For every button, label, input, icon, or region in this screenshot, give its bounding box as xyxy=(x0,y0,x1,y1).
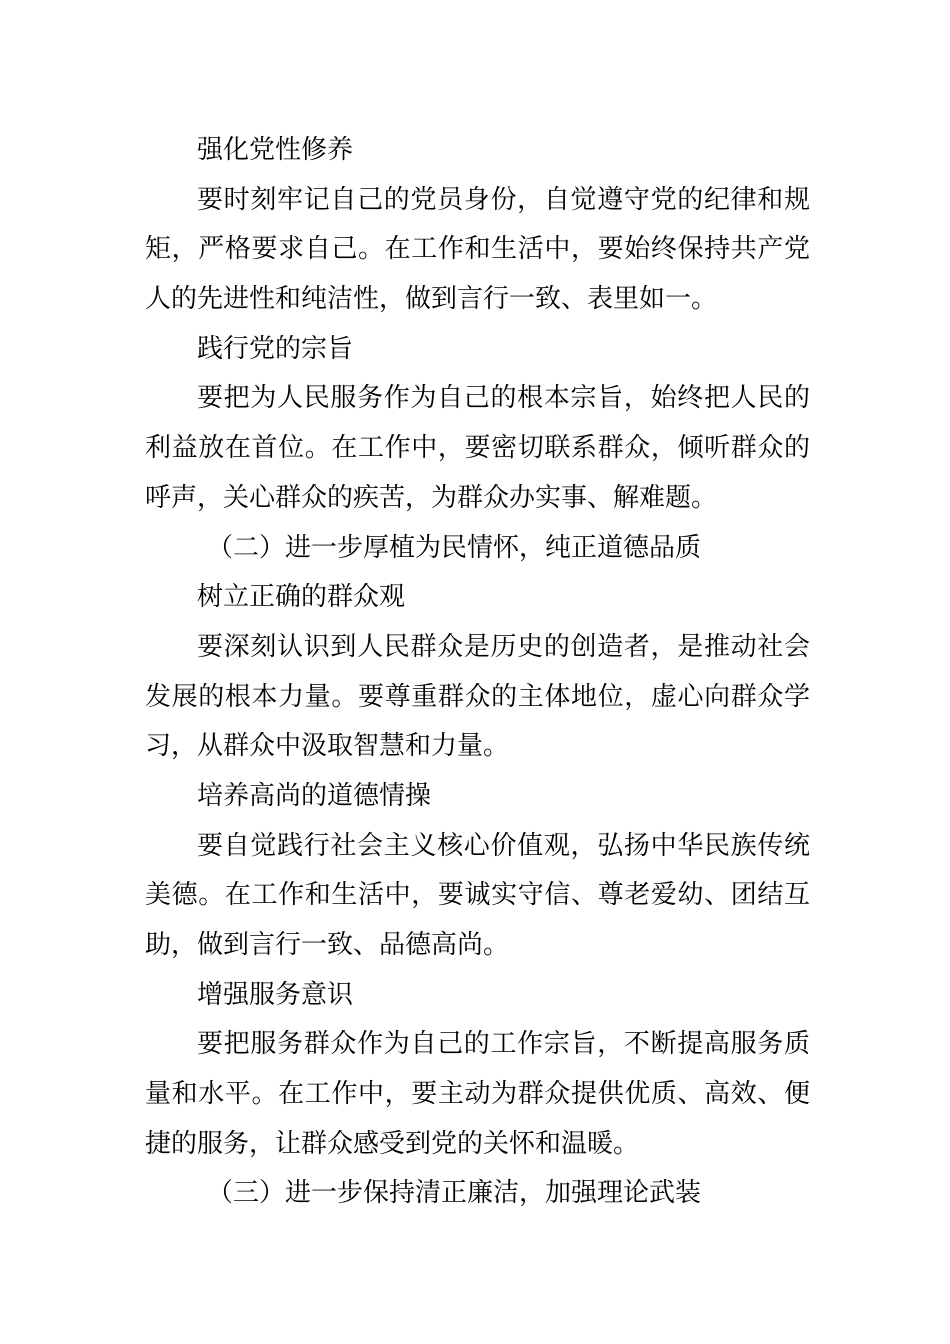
line-text: 人的先进性和纯洁性，做到言行一致、表里如一。 xyxy=(145,284,718,315)
line-text: 发展的根本力量。要尊重群众的主体地位，虚心向群众学 xyxy=(145,681,810,712)
line-text: 增强服务意识 xyxy=(197,979,354,1010)
document-body xyxy=(145,126,810,1219)
paragraph-line xyxy=(145,176,810,226)
line-text: （三）进一步保持清正廉洁，加强理论武装 xyxy=(207,1178,702,1209)
paragraph-line xyxy=(145,424,810,474)
paragraph-line xyxy=(145,921,810,971)
line-text: 捷的服务，让群众感受到党的关怀和温暖。 xyxy=(145,1128,640,1159)
paragraph-line xyxy=(145,225,810,275)
paragraph-line xyxy=(145,673,810,723)
paragraph-line xyxy=(145,871,810,921)
line-text: 量和水平。在工作中，要主动为群众提供优质、高效、便 xyxy=(145,1079,810,1110)
paragraph-line xyxy=(145,1070,810,1120)
line-text: 要深刻认识到人民群众是历史的创造者，是推动社会 xyxy=(197,631,810,662)
line-text: 践行党的宗旨 xyxy=(197,333,354,364)
line-text: （二）进一步厚植为民情怀，纯正道德品质 xyxy=(207,532,702,563)
line-text: 要自觉践行社会主义核心价值观，弘扬中华民族传统 xyxy=(197,830,810,861)
subheading xyxy=(145,971,810,1021)
line-text: 矩，严格要求自己。在工作和生活中，要始终保持共产党 xyxy=(145,234,810,265)
line-text: 要把服务群众作为自己的工作宗旨，不断提高服务质 xyxy=(197,1029,810,1060)
line-text: 呼声，关心群众的疾苦，为群众办实事、解难题。 xyxy=(145,482,718,513)
line-text: 要时刻牢记自己的党员身份，自觉遵守党的纪律和规 xyxy=(197,184,810,215)
paragraph-line xyxy=(145,374,810,424)
line-text: 培养高尚的道德情操 xyxy=(197,780,432,811)
paragraph-line xyxy=(145,722,810,772)
paragraph-line xyxy=(145,474,810,524)
subheading xyxy=(145,126,810,176)
paragraph-line xyxy=(145,275,810,325)
paragraph-line xyxy=(145,822,810,872)
line-text: 要把为人民服务作为自己的根本宗旨，始终把人民的 xyxy=(197,383,810,414)
subheading xyxy=(145,772,810,822)
line-text: 强化党性修养 xyxy=(197,135,354,165)
paragraph-line xyxy=(145,623,810,673)
line-text: 美德。在工作和生活中，要诚实守信、尊老爱幼、团结互 xyxy=(145,880,810,911)
subheading xyxy=(145,573,810,623)
line-text: 助，做到言行一致、品德高尚。 xyxy=(145,930,510,960)
section-heading xyxy=(145,1169,810,1219)
line-text: 利益放在首位。在工作中，要密切联系群众，倾听群众的 xyxy=(145,433,810,464)
line-text: 树立正确的群众观 xyxy=(197,582,406,613)
subheading xyxy=(145,325,810,375)
paragraph-line xyxy=(145,1120,810,1170)
line-text: 习，从群众中汲取智慧和力量。 xyxy=(145,731,510,762)
paragraph-line xyxy=(145,1020,810,1070)
section-heading xyxy=(145,524,810,574)
